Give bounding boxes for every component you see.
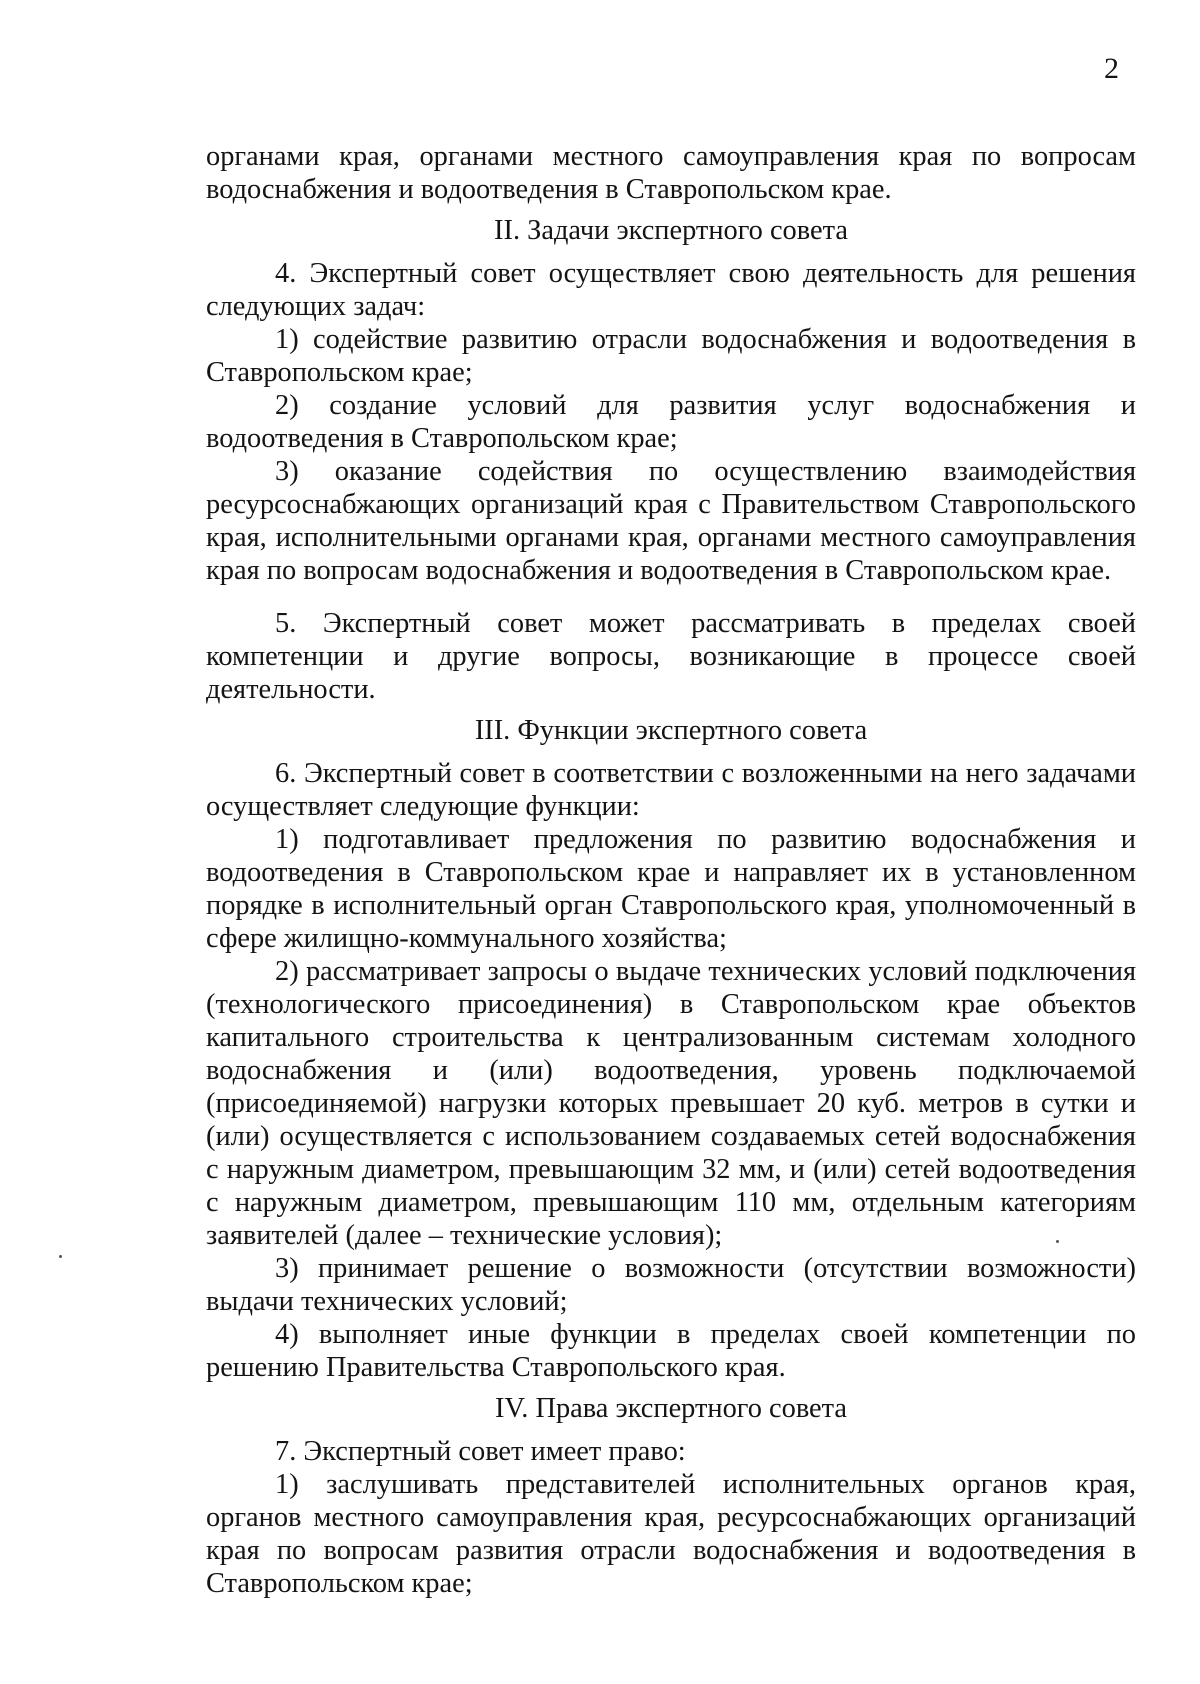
task-item-3: 3) оказание содействия по осуществлению взаимодействия ресурсоснабжающих организаций края с Правительством Ставропольского края, исполнительными органами края, органами местного самоуправления края по вопросам водоснабжения и водоотведения в Ставропольском крае. [206, 456, 1136, 586]
function-item-2: 2) рассматривает запросы о выдаче технических условий подключения (технологического присоединения) в Ставропольском крае объектов капитального строительства к централизованным системам холодного водоснабжения и (или) водоотведения, уровень подключаемой (присоединяемой) нагрузки которых превышает 20 куб. метров в сутки и (или) осуществляется с использованием создаваемых сетей водоснабжения с наружным диаметром, превышающим 32 мм, и (или) сетей водоотведения с наружным диаметром, превышающим 110 мм, отдельным категориям заявителей (далее – технические условия); [206, 956, 1136, 1251]
document-body [206, 140, 1136, 1600]
scan-speck [1056, 1240, 1059, 1243]
page-number: 2 [1104, 52, 1119, 85]
task-item-1: 1) содействие развитию отрасли водоснабжения и водоотведения в Ставропольском крае; [206, 324, 1136, 388]
paragraph-6: 6. Экспертный совет в соответствии с возложенными на него задачами осуществляет следующие функции: [206, 758, 1136, 822]
section-heading-rights: IV. Права экспертного совета [494, 1393, 848, 1424]
paragraph-4: 4. Экспертный совет осуществляет свою деятельность для решения следующих задач: [206, 258, 1136, 322]
scan-speck [59, 1255, 62, 1258]
paragraph-gap [206, 587, 1136, 607]
rights-item-1: 1) заслушивать представителей исполнительных органов края, органов местного самоуправления края, ресурсоснабжающих организаций края по вопросам развития отрасли водоснабжения и водоотведения в Ставропольском крае; [206, 1469, 1136, 1599]
function-item-4: 4) выполняет иные функции в пределах своей компетенции по решению Правительства Ставропольского края. [206, 1319, 1136, 1383]
function-item-3: 3) принимает решение о возможности (отсутствии возможности) выдачи технических условий; [206, 1253, 1136, 1317]
task-item-2: 2) создание условий для развития услуг водоснабжения и водоотведения в Ставропольском крае; [206, 390, 1136, 454]
paragraph-5: 5. Экспертный совет может рассматривать в пределах своей компетенции и другие вопросы, возникающие в процессе своей деятельности. [206, 608, 1136, 705]
section-heading-functions: III. Функции экспертного совета [474, 715, 868, 746]
section-heading-tasks: II. Задачи экспертного совета [494, 215, 848, 246]
function-item-1: 1) подготавливает предложения по развитию водоснабжения и водоотведения в Ставропольском крае и направляет их в установленном порядке в исполнительный орган Ставропольского края, уполномоченный в сфере жилищно-коммунального хозяйства; [206, 824, 1136, 954]
paragraph-continuation: органами края, органами местного самоуправления края по вопросам водоснабжения и водоотведения в Ставропольском крае. [206, 141, 1136, 205]
paragraph-7: 7. Экспертный совет имеет право: [275, 1436, 686, 1467]
